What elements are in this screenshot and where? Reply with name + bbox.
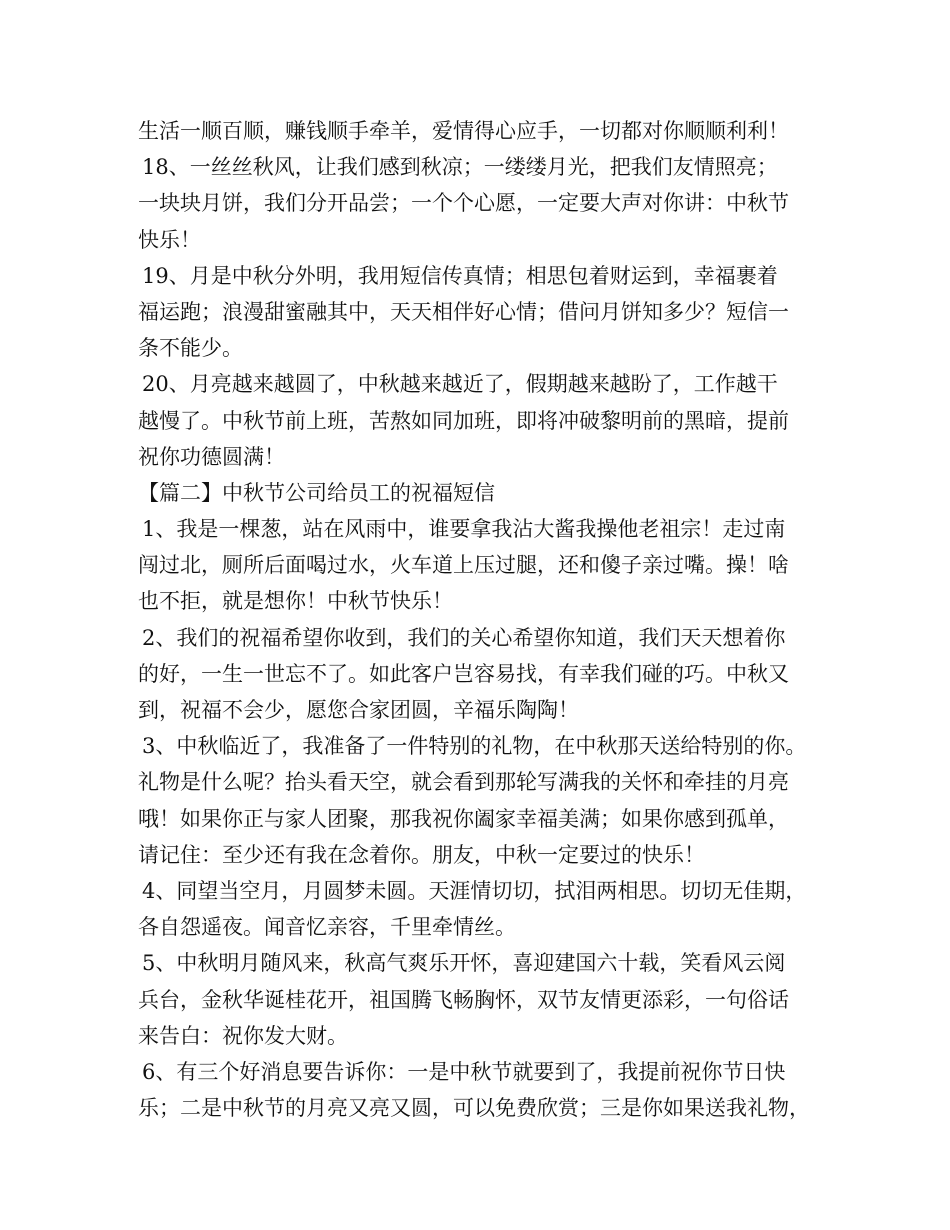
text-line: 乐；二是中秋节的月亮又亮又圆，可以免费欣赏；三是你如果送我礼物， — [138, 1096, 810, 1121]
text-line: 越慢了。中秋节前上班，苦熬如同加班，即将冲破黎明前的黑暗，提前 — [138, 408, 789, 433]
text-line: 条不能少。 — [138, 336, 243, 361]
text-line: 的好，一生一世忘不了。如此客户岂容易找，有幸我们碰的巧。中秋又 — [138, 661, 789, 686]
text-line: 到，祝福不会少，愿您合家团圆，辛福乐陶陶！ — [138, 698, 579, 722]
text-line: 4、同望当空月，月圆梦未圆。天涯情切切，拭泪两相思。切切无佳期， — [142, 878, 807, 903]
text-line: 20、月亮越来越圆了，中秋越来越近了，假期越来越盼了，工作越干 — [142, 372, 778, 397]
text-line: 礼物是什么呢？抬头看天空，就会看到那轮写满我的关怀和牵挂的月亮 — [138, 770, 789, 795]
text-line: 也不拒，就是想你！中秋节快乐！ — [138, 589, 453, 614]
text-line: 闯过北，厕所后面喝过水，火车道上压过腿，还和傻子亲过嘴。操！啥 — [138, 553, 789, 578]
text-line: 福运跑；浪漫甜蜜融其中，天天相伴好心情；借问月饼知多少？短信一 — [138, 299, 789, 324]
text-line: 快乐！ — [138, 227, 201, 252]
text-line: 一块块月饼，我们分开品尝；一个个心愿，一定要大声对你讲：中秋节 — [138, 191, 789, 216]
section-heading: 【篇二】中秋节公司给员工的祝福短信 — [138, 480, 495, 505]
text-line: 请记住：至少还有我在念着你。朋友，中秋一定要过的快乐！ — [138, 842, 705, 867]
document-body — [138, 113, 828, 1126]
text-line: 18、一丝丝秋风，让我们感到秋凉；一缕缕月光，把我们友情照亮； — [142, 155, 778, 180]
text-line: 6、有三个好消息要告诉你：一是中秋节就要到了，我提前祝你节日快 — [142, 1059, 786, 1084]
text-line: 1、我是一棵葱，站在风雨中，谁要拿我沾大酱我操他老祖宗！走过南 — [142, 517, 786, 542]
text-line: 兵台，金秋华诞桂花开，祖国腾飞畅胸怀，双节友情更添彩，一句俗话 — [138, 987, 789, 1012]
text-line: 5、中秋明月随风来，秋高气爽乐开怀，喜迎建国六十载，笑看风云阅 — [142, 951, 786, 976]
text-line: 哦！如果你正与家人团聚，那我祝你阖家幸福美满；如果你感到孤单， — [138, 806, 789, 831]
text-line: 来告白：祝你发大财。 — [138, 1023, 348, 1048]
text-line: 2、我们的祝福希望你收到，我们的关心希望你知道，我们天天想着你 — [142, 625, 786, 650]
text-line: 生活一顺百顺，赚钱顺手牵羊，爱情得心应手，一切都对你顺顺利利！ — [138, 119, 789, 143]
text-line: 各自怨遥夜。闻音忆亲容，千里牵情丝。 — [138, 915, 516, 940]
text-line: 3、中秋临近了，我准备了一件特别的礼物，在中秋那天送给特别的你。 — [142, 734, 807, 759]
text-line: 祝你功德圆满！ — [138, 444, 285, 469]
text-line: 19、月是中秋分外明，我用短信传真情；相思包着财运到，幸福裹着 — [142, 263, 778, 288]
